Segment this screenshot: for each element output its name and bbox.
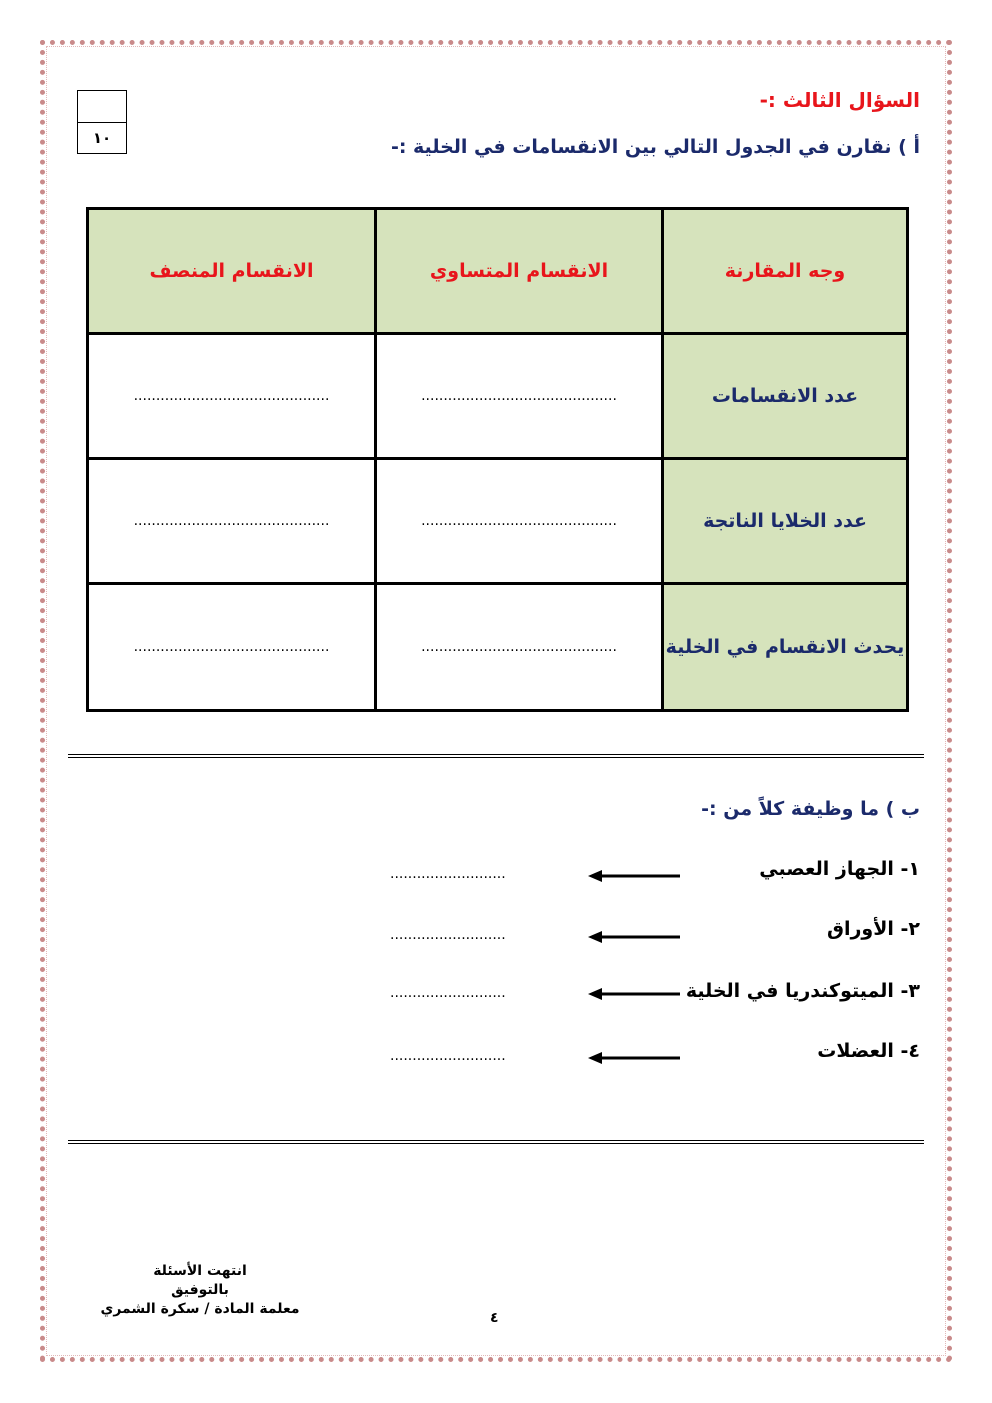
- footer-good-luck: بالتوفيق: [171, 1282, 229, 1298]
- answer-blank-mitosis[interactable]: ............................................: [376, 334, 663, 459]
- function-answer-blank[interactable]: ..........................: [390, 985, 506, 1001]
- table-header-row: [88, 209, 908, 334]
- section-divider: [68, 1140, 924, 1144]
- table-row: [88, 459, 908, 584]
- arrow-left-icon: [588, 987, 680, 1001]
- score-value: ١٠: [92, 129, 112, 147]
- footer-note: [100, 1262, 300, 1319]
- function-answer-blank[interactable]: ..........................: [390, 866, 506, 882]
- page-number: ٤: [490, 1310, 499, 1326]
- score-blank-cell[interactable]: [78, 91, 126, 123]
- answer-blank-meiosis[interactable]: ............................................: [88, 459, 376, 584]
- answer-blank-meiosis[interactable]: ............................................: [88, 334, 376, 459]
- answer-blank-mitosis[interactable]: ............................................: [376, 459, 663, 584]
- score-box: [77, 90, 127, 154]
- function-answer-blank[interactable]: ..........................: [390, 927, 506, 943]
- answer-blank-mitosis[interactable]: ............................................: [376, 584, 663, 711]
- comparison-table: [86, 207, 909, 712]
- row-label: عدد الخلايا الناتجة: [663, 459, 908, 584]
- arrow-left-icon: [588, 869, 680, 883]
- row-label: عدد الانقسامات: [663, 334, 908, 459]
- header-mitosis: الانقسام المتساوي: [376, 209, 663, 334]
- section-divider: [68, 754, 924, 758]
- table-row: [88, 584, 908, 711]
- function-item-label: ١- الجهاز العصبي: [759, 858, 920, 880]
- function-item-label: ٢- الأوراق: [826, 918, 920, 940]
- function-item-label: ٤- العضلات: [817, 1040, 920, 1062]
- table-row: [88, 334, 908, 459]
- row-label: يحدث الانقسام في الخلية: [663, 584, 908, 711]
- question-title: السؤال الثالث :-: [759, 88, 920, 112]
- function-item-label: ٣- الميتوكندريا في الخلية: [685, 980, 920, 1002]
- part-b-instruction: ب ) ما وظيفة كلاً من :-: [701, 798, 920, 820]
- header-comparison-aspect: وجه المقارنة: [663, 209, 908, 334]
- part-a-instruction: أ ) نقارن في الجدول التالي بين الانقسامات في الخلية :-: [390, 136, 920, 158]
- arrow-left-icon: [588, 930, 680, 944]
- header-meiosis: الانقسام المنصف: [88, 209, 376, 334]
- footer-end-text: انتهت الأسئلة: [153, 1263, 247, 1279]
- footer-teacher: معلمة المادة / سكرة الشمري: [100, 1301, 300, 1317]
- arrow-left-icon: [588, 1051, 680, 1065]
- function-answer-blank[interactable]: ..........................: [390, 1048, 506, 1064]
- answer-blank-meiosis[interactable]: ............................................: [88, 584, 376, 711]
